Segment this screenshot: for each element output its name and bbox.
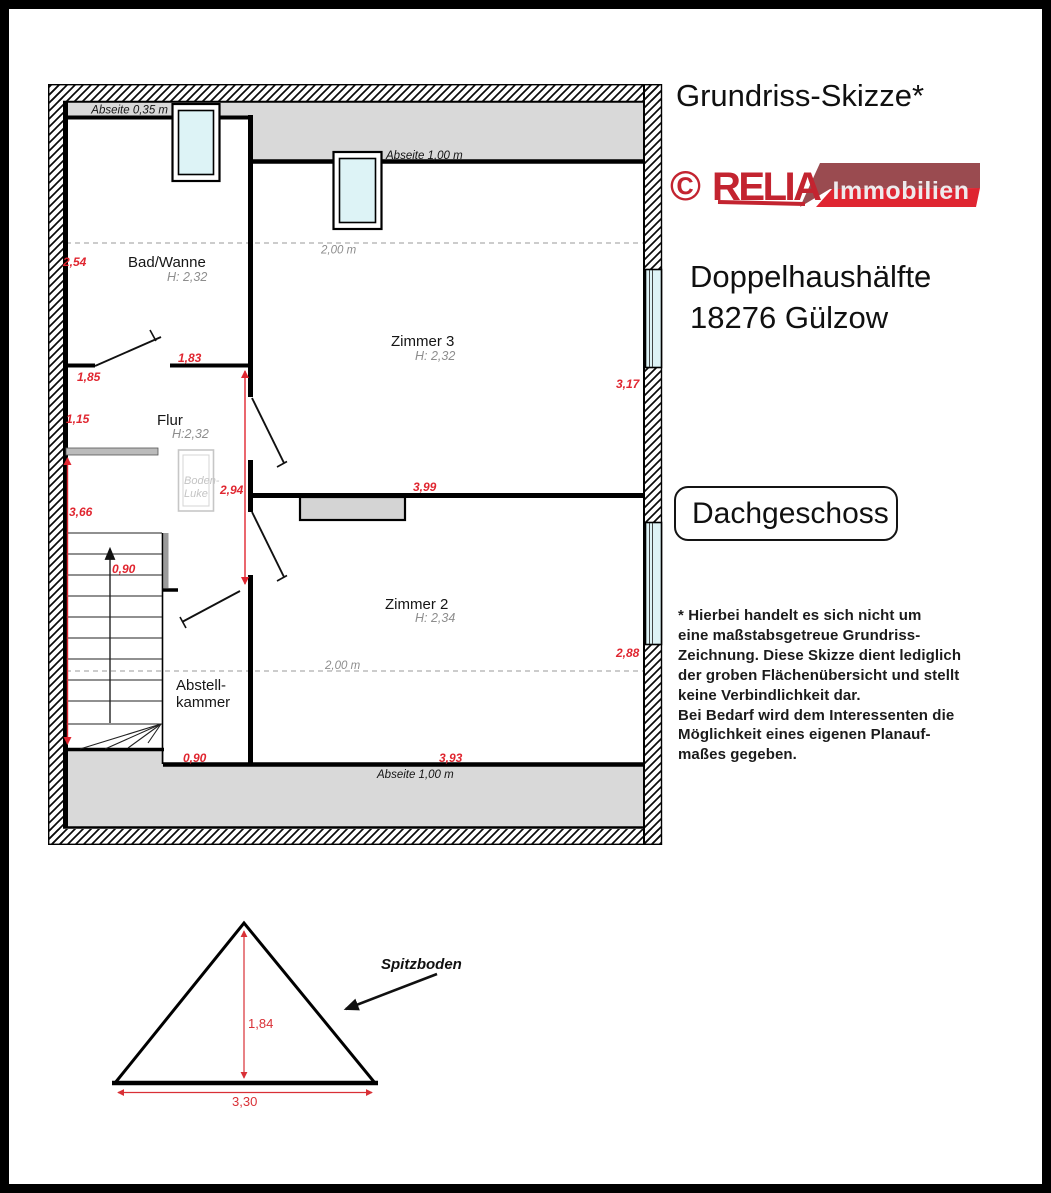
roof-triangle [112,923,378,1083]
disclaimer-line: maßes gegeben. [678,746,797,764]
dim-zimmer2-length: 3,93 [439,751,463,765]
stair-railing [66,448,158,455]
room-zimmer3-height: H: 2,32 [415,349,456,363]
dim-bad-width: 2,54 [63,255,87,269]
dim-flur-left: 1,15 [66,412,90,426]
floor-badge-label: Dachgeschoss [692,496,889,530]
property-type: Doppelhaushälfte [690,259,932,294]
dim-stair-width: 0,90 [112,562,136,576]
spitzboden-section [60,900,500,1130]
dim-zimmer3-wall: 3,99 [413,480,437,494]
logo-brand-text: RELIA [712,165,820,209]
disclaimer-line: * Hierbei handelt es sich nicht um [678,607,922,624]
abseite-top-right-label: Abseite 1,00 m [386,150,463,162]
dim-abstell-width: 0,90 [183,751,207,765]
property-block [690,256,931,338]
depth-line-top-label: 2,00 m [321,244,357,257]
abseite-top-left-label: Abseite 0,35 m [91,104,168,117]
chimney-block [300,497,405,520]
abseite-bottom-label: Abseite 1,00 m [377,769,454,781]
disclaimer-line: der groben Flächenübersicht und stellt [678,666,960,684]
dim-bad-door-left: 1,85 [77,370,101,384]
dim-zimmer3-width: 3,17 [616,377,640,391]
depth-line-bottom-label: 2,00 m [325,660,361,672]
dim-flur-length: 2,94 [220,483,244,497]
logo-brand-underline [718,202,805,204]
disclaimer-line: Zeichnung. Diese Skizze dient lediglich [678,646,962,664]
room-flur-label: Flur [157,412,183,429]
dim-spitzboden-width: 3,30 [232,1094,258,1109]
disclaimer-line: eine maßstabsgetreue Grundriss- [678,626,921,644]
room-flur-height: H:2,32 [172,427,209,441]
property-address: 18276 Gülzow [690,300,889,335]
room-zimmer2-label: Zimmer 2 [385,596,449,613]
disclaimer-note [678,606,978,765]
room-bad-height: H: 2,32 [167,270,208,284]
dim-bad-door-right: 1,83 [178,351,202,365]
disclaimer-line: Möglichkeit eines eigenen Planauf- [678,726,931,744]
room-bad-label: Bad/Wanne [128,254,206,271]
room-abstellkammer-label-2: kammer [176,694,231,711]
company-logo [668,156,983,214]
disclaimer-line: Bei Bedarf wird dem Interessenten die [678,706,955,724]
dim-zimmer2-width: 2,88 [616,646,640,660]
spitzboden-pointer-arrow [346,974,437,1009]
dim-spitzboden-height: 1,84 [248,1016,274,1031]
floor-plan [48,84,663,845]
boden-luke-label-2: Luke [184,488,208,500]
floor-badge [674,486,898,541]
room-zimmer3-label: Zimmer 3 [391,333,455,350]
room-zimmer2-height: H: 2,34 [415,611,456,625]
page-title: Grundriss-Skizze* [676,78,925,113]
spitzboden-label: Spitzboden [381,956,462,973]
boden-luke-label-1: Boden- [184,475,220,487]
logo-copyright-icon: © [670,162,701,209]
disclaimer-line: keine Verbindlichkeit dar. [678,686,861,704]
room-abstellkammer-label-1: Abstell- [176,677,227,694]
triangle-dimension-lines [118,931,372,1093]
dim-stair-run: 3,66 [69,505,93,519]
logo-tagline-text: Immobilien [832,177,970,205]
